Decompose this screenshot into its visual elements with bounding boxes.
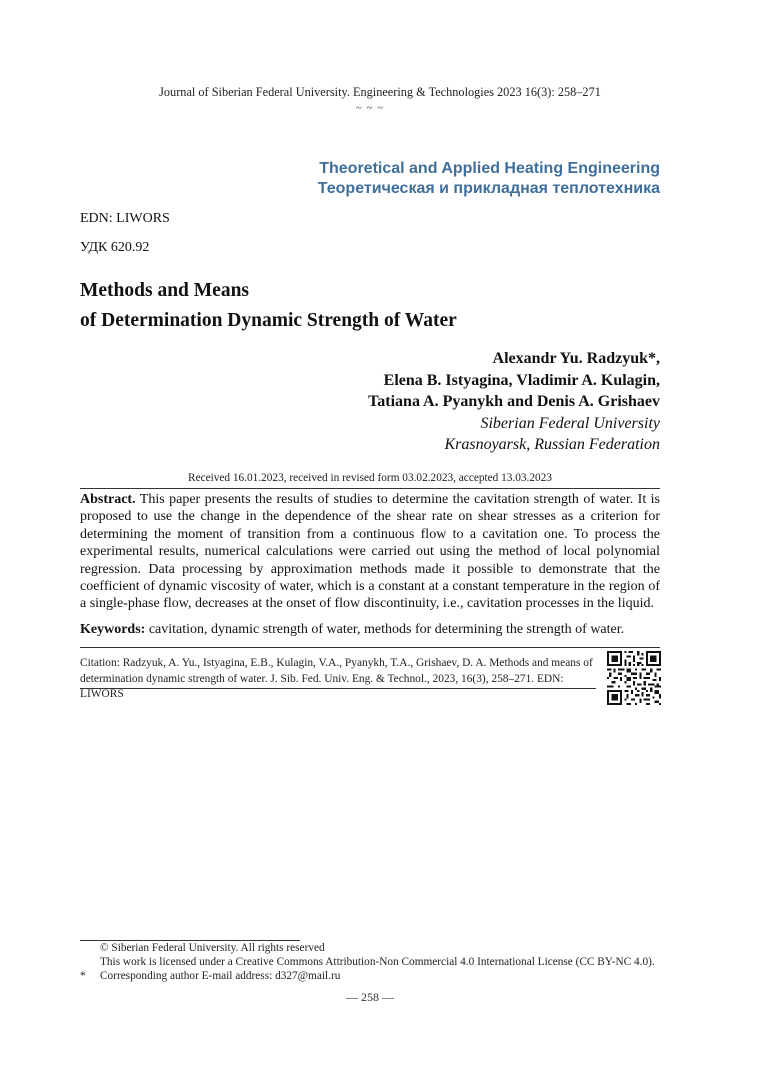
journal-header: Journal of Siberian Federal University. Engineering & Technologies 2023 16(3): 258–271 bbox=[159, 85, 601, 99]
footnote-star: * bbox=[80, 970, 86, 982]
header-separator: ~ ~ ~ bbox=[355, 102, 385, 114]
affiliation-location: Krasnoyarsk, Russian Federation bbox=[444, 436, 660, 454]
qr-code-icon[interactable] bbox=[607, 651, 661, 705]
author-block bbox=[368, 348, 660, 456]
udk-id: УДК 620.92 bbox=[80, 240, 150, 255]
affiliation: Siberian Federal University bbox=[480, 414, 660, 432]
received-dates: Received 16.01.2023, received in revised form 03.02.2023, accepted 13.03.2023 bbox=[188, 472, 552, 484]
keywords bbox=[80, 621, 660, 638]
license-text: This work is licensed under a Creative Commons Attribution-Non Commercial 4.0 International License (CC BY-NC 4.0). bbox=[100, 956, 655, 968]
abstract-label: Abstract. bbox=[80, 492, 136, 507]
keywords-label: Keywords: bbox=[80, 622, 146, 637]
author-line-3: Tatiana A. Pyanykh and Denis A. Grishaev bbox=[368, 393, 660, 411]
citation-bottom-rule bbox=[80, 688, 596, 689]
paper-title-line-1: Methods and Means bbox=[80, 280, 250, 301]
abstract-top-rule bbox=[80, 488, 660, 489]
author-line-2: Elena B. Istyagina, Vladimir A. Kulagin, bbox=[383, 371, 660, 389]
author-line-1: Alexandr Yu. Radzyuk*, bbox=[492, 350, 660, 367]
abstract-text: This paper presents the results of studies to determine the cavitation strength of water. It is proposed to use the change in the dependence of the shear rate on shear stresses as a criterion for determining the moment of transition from a continuous flow to a cavitation one. To process the experimental results, numerical calculations were carried out using the method of local polynomial regression. Data processing by approximation methods made it possible to demonstrate that the coefficient of dynamic viscosity of water, which is a constant at a constant temperature in the region of a single-phase flow, decreases at the onset of flow discontinuity, i.e., cavitation processes in the liquid. bbox=[80, 492, 660, 612]
citation: Citation: Radzyuk, A. Yu., Istyagina, E.B., Kulagin, V.A., Pyanykh, T.A., Grishaev, D. A. Methods and means of determination dynamic strength of water. J. Sib. Fed. Univ. Eng. & Technol., 2023, 16(3), 258–271. EDN: LIWORS bbox=[80, 657, 593, 700]
abstract bbox=[80, 491, 660, 613]
keywords-text: cavitation, dynamic strength of water, methods for determining the strength of water. bbox=[145, 622, 625, 637]
footnote-license bbox=[80, 955, 655, 969]
footnote-corresponding bbox=[80, 969, 340, 983]
page-number: — 258 — bbox=[346, 990, 394, 1004]
copyright-text: © Siberian Federal University. All rights reserved bbox=[100, 942, 325, 954]
paper-title-line-2: of Determination Dynamic Strength of Water bbox=[80, 310, 457, 331]
paper-title bbox=[80, 276, 457, 336]
section-title-ru: Теоретическая и прикладная теплотехника bbox=[317, 180, 660, 197]
corresponding-text: Corresponding author E-mail address: d327@mail.ru bbox=[100, 970, 341, 982]
citation-top-rule bbox=[80, 647, 660, 648]
footnote-copyright bbox=[80, 941, 325, 955]
section-title-en: Theoretical and Applied Heating Engineering bbox=[319, 160, 660, 177]
edn-id: EDN: LIWORS bbox=[80, 211, 170, 226]
